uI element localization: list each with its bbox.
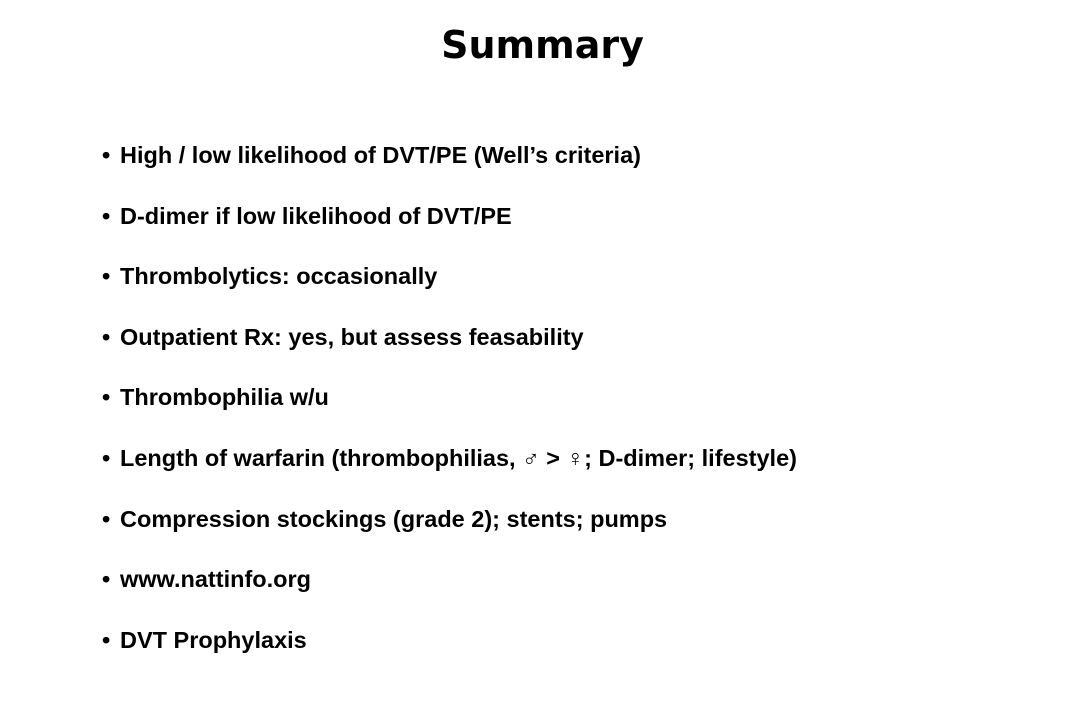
bullet-text: Compression stockings (grade 2); stents; pumps <box>120 505 668 532</box>
bullet-item <box>102 201 797 262</box>
slide-title: Summary <box>441 23 644 67</box>
bullet-text: www.nattinfo.org <box>120 566 312 593</box>
bullet-item <box>102 322 797 383</box>
bullet-marker: • <box>102 566 111 593</box>
bullet-marker: • <box>102 626 111 653</box>
bullet-text: D-dimer if low likelihood of DVT/PE <box>120 202 512 229</box>
bullet-text: Thrombophilia w/u <box>120 384 329 411</box>
bullet-text: DVT Prophylaxis <box>120 626 307 653</box>
bullet-item <box>102 382 797 443</box>
bullet-text: Outpatient Rx: yes, but assess feasability <box>120 323 584 350</box>
bullet-item <box>102 140 797 201</box>
bullet-item <box>102 564 797 625</box>
bullet-marker: • <box>102 263 111 290</box>
bullet-item <box>102 504 797 565</box>
bullet-text: Thrombolytics: occasionally <box>120 263 438 290</box>
bullet-marker: • <box>102 384 111 411</box>
bullet-item <box>102 443 797 504</box>
bullet-marker: • <box>102 142 111 168</box>
bullet-marker: • <box>102 323 111 350</box>
bullet-marker: • <box>102 444 111 471</box>
bullet-marker: • <box>102 505 111 532</box>
bullet-marker: • <box>102 202 111 229</box>
bullet-text: High / low likelihood of DVT/PE (Well’s criteria) <box>120 142 641 168</box>
bullet-text: Length of warfarin (thrombophilias, ♂ > ♀; D-dimer; lifestyle) <box>120 444 797 471</box>
bullet-list <box>102 140 797 685</box>
bullet-item <box>102 261 797 322</box>
bullet-item <box>102 625 797 686</box>
